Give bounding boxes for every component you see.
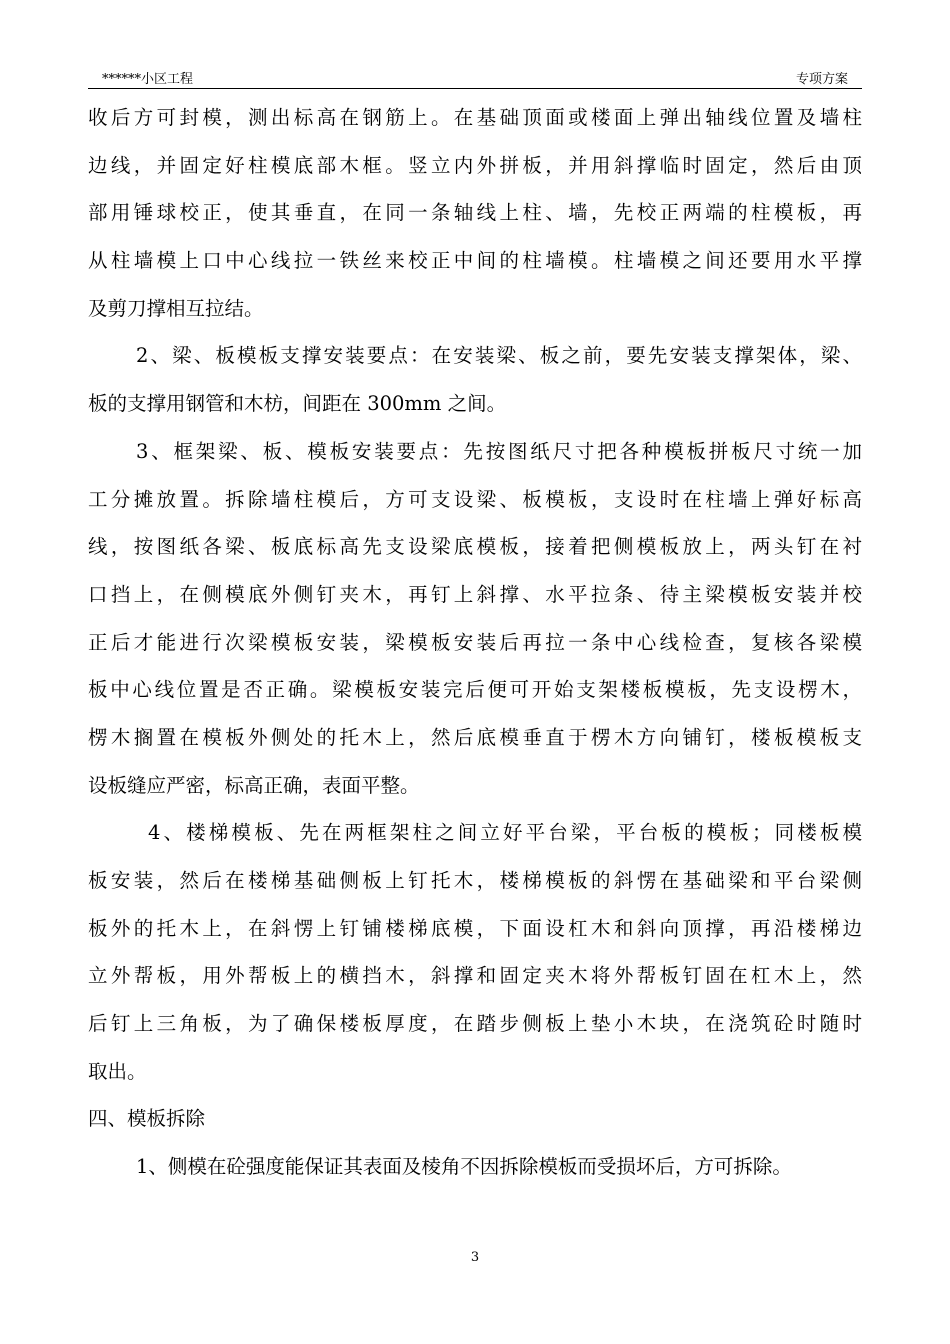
paragraph-line: 从柱墙模上口中心线拉一铁丝来校正中间的柱墙模。柱墙模之间还要用水平撑: [88, 249, 862, 273]
page-header: [88, 64, 862, 89]
paragraph-line: 板中心线位置是否正确。梁模板安装完后便可开始支架楼板模板，先支设楞木，: [88, 678, 862, 702]
paragraph-line: 2、梁、板模板支撑安装要点：在安装梁、板之前，要先安装支撑架体，梁、: [136, 344, 862, 368]
paragraph-line: 后钉上三角板，为了确保楼板厚度，在踏步侧板上垫小木块，在浇筑砼时随时: [88, 1012, 862, 1036]
paragraph-line: 3、框架梁、板、模板安装要点：先按图纸尺寸把各种模板拼板尺寸统一加: [136, 439, 862, 463]
paragraph-line: 口挡上，在侧模底外侧钉夹木，再钉上斜撑、水平拉条、待主梁模板安装并校: [88, 582, 862, 606]
document-body: [88, 94, 862, 1191]
paragraph-line: 设板缝应严密，标高正确，表面平整。: [88, 773, 420, 797]
paragraph-line: 板外的托木上，在斜愣上钉铺楼梯底模，下面设杠木和斜向顶撑，再沿楼梯边: [88, 916, 862, 940]
paragraph-line: 板安装，然后在楼梯基础侧板上钉托木，楼梯模板的斜愣在基础梁和平台梁侧: [88, 869, 862, 892]
paragraph-line: 立外帮板，用外帮板上的横挡木，斜撑和固定夹木将外帮板钉固在杠木上，然: [88, 964, 862, 988]
paragraph-line: 4、楼梯模板、先在两框架柱之间立好平台梁，平台板的模板；同楼板模: [148, 821, 862, 845]
paragraph-line: 取出。: [88, 1059, 147, 1083]
paragraph-line: 楞木搁置在模板外侧处的托木上，然后底模垂直于楞木方向铺钉，楼板模板支: [88, 725, 862, 749]
paragraph-line: 1、侧模在砼强度能保证其表面及棱角不因拆除模板而受损坏后，方可拆除。: [136, 1155, 792, 1179]
paragraph-line: 线，按图纸各梁、板底标高先支设梁底模板，接着把侧模板放上，两头钉在衬: [88, 535, 862, 559]
paragraph-line: 及剪刀撑相互拉结。: [88, 296, 264, 320]
header-project-title: ******小区工程: [102, 72, 194, 87]
paragraph-line: 正后才能进行次梁模板安装，梁模板安装后再拉一条中心线检查，复核各梁模: [88, 630, 862, 654]
paragraph-line: 收后方可封模，测出标高在钢筋上。在基础顶面或楼面上弹出轴线位置及墙柱: [88, 106, 862, 129]
paragraph-line: 部用锤球校正，使其垂直，在同一条轴线上柱、墙，先校正两端的柱模板，再: [88, 201, 862, 225]
paragraph-line: 工分摊放置。拆除墙柱模后，方可支设梁、板模板，支设时在柱墙上弹好标高: [88, 487, 862, 511]
paragraph-line: 板的支撑用钢管和木枋，间距在 300mm 之间。: [88, 392, 507, 416]
paragraph-line: 边线，并固定好柱模底部木框。竖立内外拼板，并用斜撑临时固定，然后由顶: [88, 153, 862, 177]
page-number: 3: [470, 1250, 480, 1265]
header-document-type: 专项方案: [795, 72, 848, 87]
section-heading: 四、模板拆除: [88, 1107, 206, 1131]
